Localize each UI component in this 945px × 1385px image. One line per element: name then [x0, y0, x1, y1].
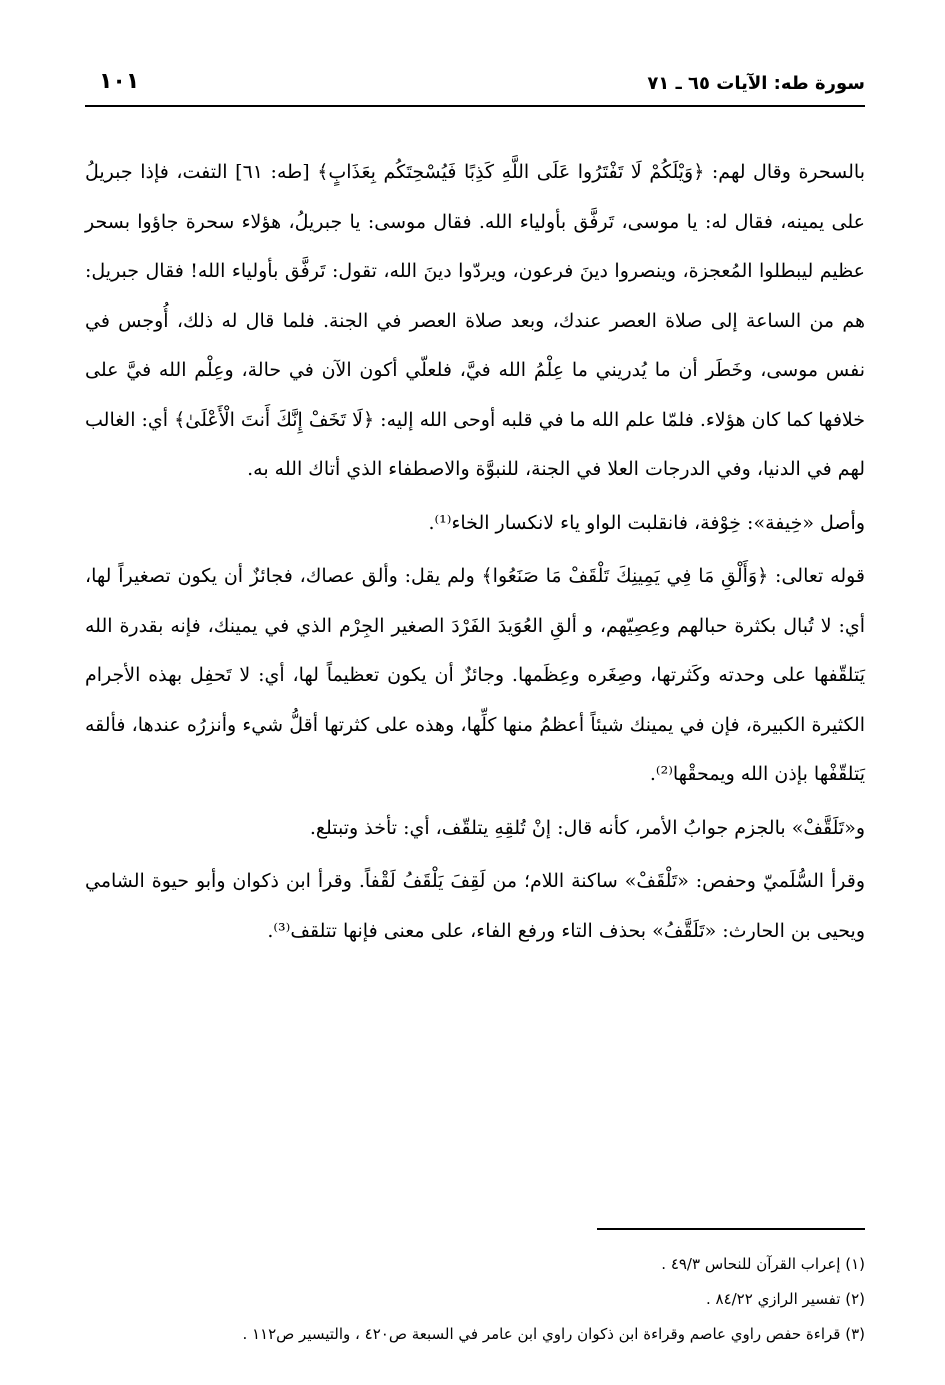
footnote: (٢) تفسير الرازي ٨٤/٢٢ . — [705, 1290, 865, 1308]
page-number: ١٠١ — [99, 69, 140, 94]
running-header — [85, 65, 865, 107]
paragraph: قوله تعالى: ﴿وَأَلْقِ مَا فِي يَمِينِكَ تَلْقَفْ مَا صَنَعُوا﴾ ولم يقل: وألق عصاك، فجائزٌ أن يكون تصغيراً لها، أي: لا تُبال بكثرة حبالهم وعِصِيّهم، و ألقِ العُوَيدَ الفَرْدَ الصغير الجِرْم الذي في يمينك، فإنه بقدرة الله يَتلقّفها على وحدته وكَثرتها، وصِغَره وعِظَمها. وجائزٌ أن يكون تعظيماً لها، أي: لا تَحفِل بهذه الأجرام الكثيرة الكبيرة، فإن في يمينك شيئاً أعظمُ منها كلِّها، وهذه على كثرتها أقلُّ شيء وأنزرُه عندها، فألقه يَتلقّفْها بإذن الله ويمحقْها⁽²⁾. — [85, 565, 865, 785]
paragraph: وأصل «خِيفة»: خِوْفة، فانقلبت الواو ياء لانكسار الخاء⁽¹⁾. — [428, 511, 865, 534]
footnote-separator — [597, 1228, 865, 1230]
paragraph: و«تَلَقَّفْ» بالجزم جوابُ الأمر، كأنه قال: إنْ تُلقِهِ يتلقّف، أي: تأخذ وتبتلع. — [309, 816, 865, 839]
footnote: (١) إعراب القرآن للنحاس ٤٩/٣ . — [661, 1255, 865, 1273]
main-text — [85, 148, 865, 960]
book-page — [85, 50, 865, 1370]
footnote: (٣) قراءة حفص راوي عاصم وقراءة ابن ذكوان راوي ابن عامر في السبعة ص٤٢٠ ، والتيسير ص١١٢ . — [242, 1325, 865, 1343]
running-title: سورة طه: الآيات ٦٥ ـ ٧١ — [647, 73, 865, 94]
paragraph: بالسحرة وقال لهم: ﴿وَيْلَكُمْ لَا تَفْتَرُوا عَلَى اللَّهِ كَذِبًا فَيُسْحِتَكُم بِعَذَابٍ﴾ [طه: ٦١] التفت، فإذا جبريلُ على يمينه، فقال له: يا موسى، تَرفَّق بأولياء الله. فقال موسى: يا جبريلُ، هؤلاء سحرة جاؤوا بسحر عظيم ليبطلوا المُعجزة، وينصروا دينَ فرعون، ويردّوا دينَ الله، تقول: تَرفَّق بأولياء الله! فقال جبريل: هم من الساعة إلى صلاة العصر عندك، وبعد صلاة العصر في الجنة. فلما قال له ذلك، أُوجس في نفس موسى، وخَطَر أن ما يُدريني ما عِلْمُ الله فيَّ، فلعلّي أكون الآن في حالة، وعِلْم الله فيَّ على خلافها كما كان هؤلاء. فلمّا علم الله ما في قلبه أوحى الله إليه: ﴿لَا تَخَفْ إِنَّكَ أَنتَ الْأَعْلَىٰ﴾ أي: الغالب لهم في الدنيا، وفي الدرجات العلا في الجنة، للنبوَّة والاصطفاء الذي أتاك الله به. — [85, 161, 865, 480]
footnotes — [85, 1247, 865, 1352]
paragraph: وقرأ السُّلَميّ وحفص: «تَلْقَفْ» ساكنة اللام؛ من لَقِفَ يَلْقَفُ لَقْفاً. وقرأ ابن ذكوان وأبو حيوة الشامي ويحيى بن الحارث: «تَلَقَّفُ» بحذف التاء ورفع الفاء، على معنى فإنها تتلقف⁽³⁾. — [85, 870, 865, 942]
